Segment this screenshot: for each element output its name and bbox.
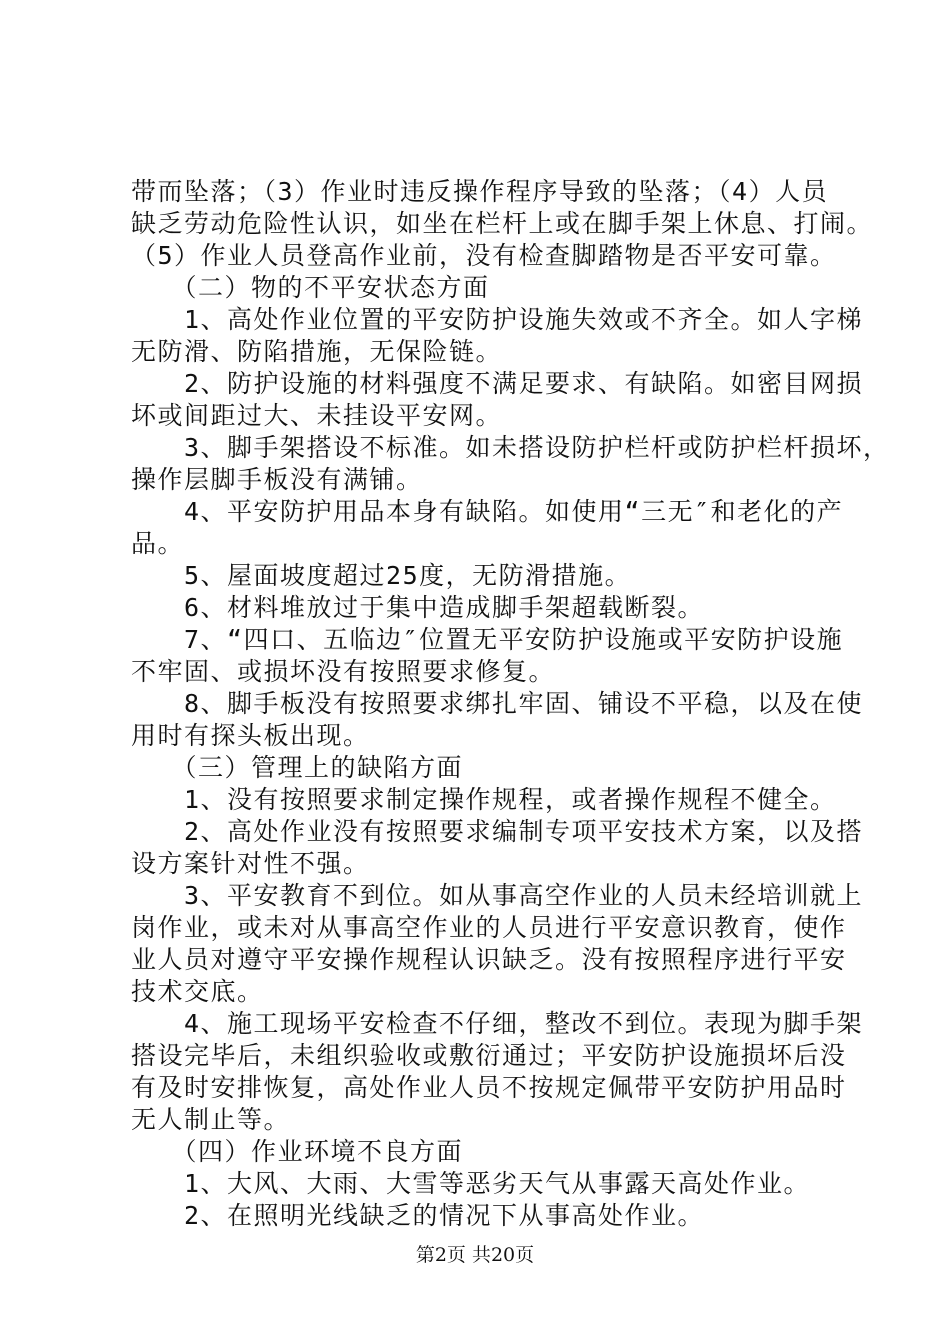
text-line: 1、没有按照要求制定操作规程，或者操作规程不健全。 <box>131 785 837 814</box>
text-line: 4、施工现场平安检查不仔细，整改不到位。表现为脚手架 <box>131 1009 864 1038</box>
text-line: 2、高处作业没有按照要求编制专项平安技术方案，以及搭 <box>131 817 864 846</box>
text-line: （5）作业人员登高作业前，没有检查脚踏物是否平安可靠。 <box>131 241 837 270</box>
text-line: 设方案针对性不强。 <box>131 849 370 878</box>
text-line: 技术交底。 <box>131 977 264 1006</box>
text-line: 3、平安教育不到位。如从事高空作业的人员未经培训就上 <box>131 881 864 910</box>
text-line: 有及时安排恢复，高处作业人员不按规定佩带平安防护用品时 <box>131 1073 847 1102</box>
text-line: 业人员对遵守平安操作规程认识缺乏。没有按照程序进行平安 <box>131 945 847 974</box>
text-line: 8、脚手板没有按照要求绑扎牢固、铺设不平稳，以及在使 <box>131 689 864 718</box>
page-footer <box>0 1240 950 1267</box>
text-line: 5、屋面坡度超过25度，无防滑措施。 <box>131 561 632 590</box>
text-line: 无人制止等。 <box>131 1105 291 1134</box>
page-number: 第2页 共20页 <box>415 1244 535 1266</box>
text-line: 操作层脚手板没有满铺。 <box>131 465 423 494</box>
text-line: 缺乏劳动危险性认识，如坐在栏杆上或在脚手架上休息、打闹。 <box>131 209 874 238</box>
document-body <box>131 176 890 1232</box>
text-line: 岗作业，或未对从事高空作业的人员进行平安意识教育，使作 <box>131 913 847 942</box>
text-line: 4、平安防护用品本身有缺陷。如使用“三无″和老化的产 <box>131 497 844 526</box>
section-heading: （三）管理上的缺陷方面 <box>131 753 464 782</box>
text-line: 1、高处作业位置的平安防护设施失效或不齐全。如人字梯 <box>131 305 864 334</box>
text-line: 6、材料堆放过于集中造成脚手架超载断裂。 <box>131 593 705 622</box>
text-line: 无防滑、防陷措施，无保险链。 <box>131 337 503 366</box>
text-line: 3、脚手架搭设不标准。如未搭设防护栏杆或防护栏杆损坏， <box>131 433 890 462</box>
text-line: 2、在照明光线缺乏的情况下从事高处作业。 <box>131 1201 705 1230</box>
text-line: 用时有探头板出现。 <box>131 721 370 750</box>
text-line: 带而坠落；（3）作业时违反操作程序导致的坠落；（4）人员 <box>131 177 829 206</box>
text-line: 坏或间距过大、未挂设平安网。 <box>131 401 503 430</box>
text-line: 2、防护设施的材料强度不满足要求、有缺陷。如密目网损 <box>131 369 864 398</box>
text-line: 搭设完毕后，未组织验收或敷衍通过；平安防护设施损坏后没 <box>131 1041 847 1070</box>
text-line: 1、大风、大雨、大雪等恶劣天气从事露天高处作业。 <box>131 1169 811 1198</box>
section-heading: （四）作业环境不良方面 <box>131 1137 464 1166</box>
section-heading: （二）物的不平安状态方面 <box>131 273 490 302</box>
text-line: 品。 <box>131 529 185 558</box>
text-line: 不牢固、或损坏没有按照要求修复。 <box>131 657 556 686</box>
text-line: 7、“四口、五临边″位置无平安防护设施或平安防护设施 <box>131 625 844 654</box>
